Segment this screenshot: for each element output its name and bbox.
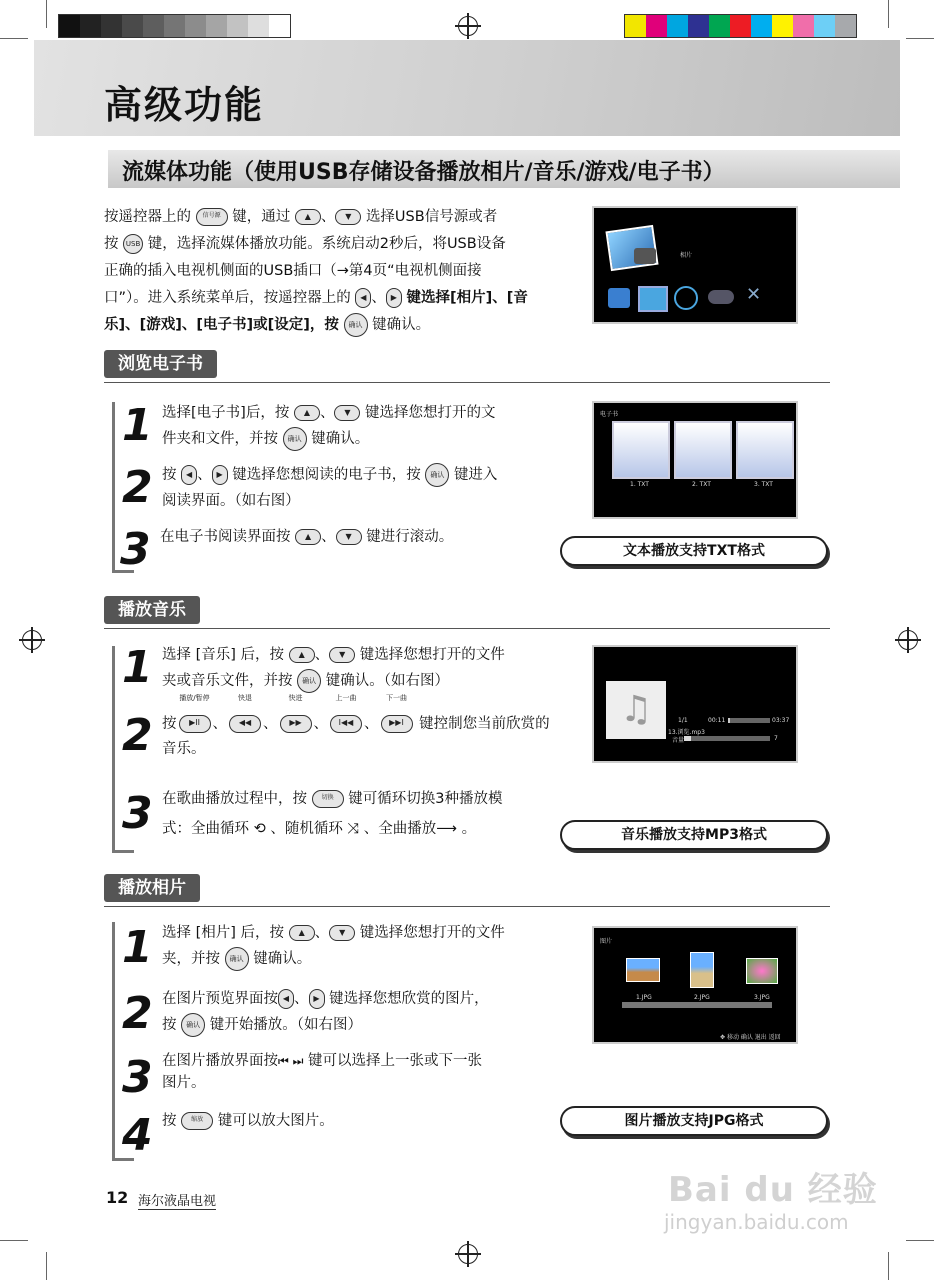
- repeat-all-icon: ⟲: [253, 821, 266, 837]
- navigate-icon: ✥: [720, 1034, 726, 1041]
- rewind-key-icon: [229, 694, 261, 742]
- gray-swatch: [59, 15, 80, 37]
- intro-line: [104, 231, 580, 258]
- progress-fill: [728, 718, 730, 723]
- text: 、: [212, 716, 227, 732]
- step-line: [162, 1050, 572, 1072]
- file-name: 1. TXT: [630, 481, 649, 488]
- step-line: [162, 920, 572, 946]
- ebook-screenshot: [592, 401, 798, 519]
- text: 。: [461, 821, 477, 837]
- text: 键选择您想阅读的电子书，按: [232, 467, 421, 483]
- step-line: 图片。: [162, 1075, 206, 1091]
- crop-mark: [888, 0, 889, 28]
- book-icon: [612, 421, 670, 479]
- text: 键确认。: [311, 431, 370, 447]
- key-caption: 快进: [288, 694, 303, 702]
- up-key-icon: ▲: [295, 209, 321, 225]
- color-swatch: [646, 15, 667, 37]
- key-caption: 上一曲: [335, 694, 357, 702]
- divider: [104, 906, 830, 907]
- step-line: [162, 786, 562, 812]
- text: 按: [162, 716, 177, 732]
- music-step-2: [162, 694, 582, 762]
- volume-bar: [684, 736, 770, 741]
- ok-key-icon: 确认: [297, 669, 321, 693]
- total-time: 03:37: [772, 717, 790, 724]
- text: 键选择您想打开的文: [365, 405, 496, 421]
- text: 、: [320, 209, 336, 225]
- ebook-step-2: [162, 462, 562, 514]
- process-color-bar: [624, 14, 857, 38]
- up-key-icon: ▲: [295, 529, 321, 545]
- key-glyph: ▶▶I: [381, 715, 413, 733]
- text: 、全曲播放: [363, 821, 437, 837]
- crop-mark: [0, 38, 28, 39]
- text: 、随机循环: [270, 821, 343, 837]
- txt-format-note: 文本播放支持TXT格式: [560, 536, 828, 566]
- jpg-format-note: 图片播放支持JPG格式: [560, 1106, 828, 1136]
- color-swatch: [793, 15, 814, 37]
- prev-next-keys-icon: ⏮ ⏭: [278, 1054, 304, 1068]
- text: 键进行滚动。: [366, 529, 454, 545]
- page-title: 高级功能: [104, 83, 265, 127]
- gray-swatch: [185, 15, 206, 37]
- ok-key-icon: 确认: [225, 947, 249, 971]
- gray-swatch: [164, 15, 185, 37]
- switch-key-icon: 切换: [312, 790, 344, 808]
- color-swatch: [772, 15, 793, 37]
- step-number: 4: [122, 1110, 153, 1161]
- elapsed-time: 00:11: [708, 717, 726, 724]
- key-caption: 快退: [238, 694, 252, 702]
- up-key-icon: ▲: [289, 647, 315, 663]
- section-title: 流媒体功能（使用USB存储设备播放相片/音乐/游戏/电子书）: [122, 160, 725, 185]
- right-key-icon: ▶: [309, 989, 325, 1009]
- ebook-step-1: [162, 400, 562, 452]
- text: 选择[电子书]后，按: [162, 405, 290, 421]
- up-key-icon: ▲: [294, 405, 320, 421]
- main-menu-screenshot: [592, 206, 798, 324]
- shuffle-icon: ⤨: [347, 821, 360, 837]
- watermark-url: jingyan.baidu.com: [664, 1210, 849, 1234]
- text: 件夹和文件，并按: [162, 431, 278, 447]
- text: 、: [313, 716, 328, 732]
- step-line: 音乐。: [162, 741, 206, 757]
- file-name: 3. TXT: [754, 481, 773, 488]
- text: 口”）。进入系统菜单后，按遥控器上的: [104, 290, 351, 306]
- photo-step-3: [162, 1050, 572, 1094]
- key-caption: 播放/暂停: [179, 694, 210, 702]
- gray-swatch: [269, 15, 290, 37]
- signal-source-key-icon: 信号源: [196, 208, 228, 226]
- menu-selected-label: 相片: [680, 252, 693, 259]
- photo-browser-screenshot: [592, 926, 798, 1044]
- photo-step-4: [162, 1108, 572, 1134]
- volume-value: 7: [774, 735, 778, 742]
- crop-mark: [906, 1240, 934, 1241]
- color-swatch: [625, 15, 646, 37]
- step-bar: [112, 922, 115, 1160]
- step-number: 1: [122, 400, 153, 451]
- step-bar-end: [112, 850, 134, 853]
- text: 在图片播放界面按: [162, 1053, 278, 1069]
- color-swatch: [751, 15, 772, 37]
- left-key-icon: ◀: [181, 465, 197, 485]
- intro-line: [104, 285, 580, 312]
- right-key-icon: ▶: [212, 465, 228, 485]
- key-glyph: ▶II: [179, 715, 211, 733]
- screen-title: 电子书: [600, 411, 619, 418]
- registration-mark-icon: [22, 630, 42, 650]
- divider: [104, 382, 830, 383]
- registration-mark-icon: [898, 630, 918, 650]
- step-line: [162, 986, 572, 1012]
- step-line: [162, 816, 562, 842]
- track-counter: 1/1: [678, 717, 688, 724]
- crop-mark: [906, 38, 934, 39]
- color-swatch: [667, 15, 688, 37]
- step-number: 2: [122, 988, 153, 1039]
- text: 、: [314, 647, 330, 663]
- text: 键可循环切换3种播放模: [348, 791, 503, 807]
- gray-swatch: [206, 15, 227, 37]
- registration-mark-icon: [458, 16, 478, 36]
- baidu-jingyan-logo: Bai du 经验: [668, 1170, 878, 1210]
- usb-key-icon: USB: [123, 234, 143, 254]
- text: 按: [162, 467, 177, 483]
- file-name: 13.浏览.mp3: [668, 729, 705, 736]
- step-line: [162, 946, 572, 972]
- next-track-key-icon: [381, 694, 413, 742]
- text: 在歌曲播放过程中，按: [162, 791, 307, 807]
- text: 按: [104, 236, 119, 252]
- color-swatch: [730, 15, 751, 37]
- step-line: [162, 462, 562, 488]
- text: 键确认。（如右图）: [325, 673, 449, 689]
- play-all-icon: ⟶: [436, 821, 457, 837]
- music-step-1: [162, 642, 572, 694]
- ebook-step-3: [160, 524, 560, 550]
- step-line: [162, 668, 572, 694]
- text: 乐]、[游戏]、[电子书]或[设定]，按: [104, 317, 339, 333]
- book-icon: [674, 421, 732, 479]
- photo-step-2: [162, 986, 572, 1038]
- intro-line: 正确的插入电视机侧面的USB插口（→第4页“电视机侧面接: [104, 263, 482, 279]
- game-menu-icon: [708, 290, 734, 304]
- right-key-icon: ▶: [386, 288, 402, 308]
- settings-menu-icon: ✕: [746, 284, 762, 305]
- camera-icon: [634, 248, 656, 264]
- step-line: [162, 1012, 572, 1038]
- play-pause-key-icon: [179, 694, 211, 742]
- text: 、: [314, 925, 330, 941]
- previous-track-key-icon: [330, 694, 362, 742]
- text: 选择 [音乐] 后，按: [162, 647, 285, 663]
- text: 键，选择流媒体播放功能。系统启动2秒后，将USB设备: [147, 236, 506, 252]
- text: 键可以选择上一张或下一张: [308, 1053, 483, 1069]
- text: 键可以放大图片。: [217, 1113, 334, 1129]
- text: 键选择您想打开的文件: [359, 925, 505, 941]
- text: 按遥控器上的: [104, 209, 191, 225]
- file-name: 3.JPG: [754, 994, 770, 1001]
- ebook-menu-icon: [674, 286, 698, 310]
- zoom-key-icon: 缩放: [181, 1112, 213, 1130]
- volume-fill: [684, 736, 691, 741]
- color-swatch: [835, 15, 856, 37]
- step-bar: [112, 402, 115, 572]
- text: 键进入: [453, 467, 498, 483]
- photo-step-1: [162, 920, 572, 972]
- down-key-icon: ▼: [329, 647, 355, 663]
- registration-mark-icon: [458, 1244, 478, 1264]
- tab-photo: 播放相片: [104, 874, 200, 902]
- music-step-3: [162, 786, 562, 842]
- scroll-bar: [622, 1002, 772, 1008]
- key-glyph: I◀◀: [330, 715, 362, 733]
- key-glyph: ▶▶: [280, 715, 312, 733]
- intro-line: [104, 312, 580, 339]
- crop-mark: [46, 1252, 47, 1280]
- page-number: 12: [106, 1188, 129, 1207]
- crop-mark: [888, 1252, 889, 1280]
- text: 键开始播放。（如右图）: [209, 1017, 362, 1033]
- progress-bar: [728, 718, 770, 723]
- text: 按: [162, 1017, 177, 1033]
- gray-swatch: [143, 15, 164, 37]
- text: 键控制您当前欣赏的: [414, 716, 550, 732]
- gray-swatch: [122, 15, 143, 37]
- step-bar: [112, 646, 115, 852]
- grayscale-color-bar: [58, 14, 291, 38]
- step-number: 2: [122, 462, 153, 513]
- key-glyph: ◀◀: [229, 715, 261, 733]
- text: 按: [162, 1113, 177, 1129]
- text: 键确认。: [253, 951, 312, 967]
- step-number: 3: [122, 788, 153, 839]
- music-player-screenshot: [592, 645, 798, 763]
- down-key-icon: ▼: [334, 405, 360, 421]
- text: 键，通过: [232, 209, 291, 225]
- photo-thumbnail: [746, 958, 778, 984]
- mp3-format-note: 音乐播放支持MP3格式: [560, 820, 828, 850]
- step-line: 阅读界面。（如右图）: [162, 493, 300, 509]
- text: 、: [321, 529, 336, 545]
- file-name: 2.JPG: [694, 994, 710, 1001]
- text: 键选择[相片]、[音: [406, 290, 528, 306]
- step-line: [162, 694, 582, 742]
- step-number: 3: [120, 524, 151, 575]
- footer-brand: 海尔液晶电视: [138, 1190, 216, 1210]
- gray-swatch: [248, 15, 269, 37]
- music-menu-icon: [608, 288, 630, 308]
- gray-swatch: [101, 15, 122, 37]
- photo-small-icon: [638, 286, 668, 312]
- gray-swatch: [227, 15, 248, 37]
- text: 、: [263, 716, 278, 732]
- intro-paragraph: [104, 204, 580, 339]
- text: 、: [364, 716, 379, 732]
- text: 夹，并按: [162, 951, 220, 967]
- text: 键选择您想欣赏的图片，: [329, 991, 489, 1007]
- down-key-icon: ▼: [336, 529, 362, 545]
- text: 选择USB信号源或者: [365, 209, 498, 225]
- step-line: [162, 400, 562, 426]
- text: 选择 [相片] 后，按: [162, 925, 285, 941]
- ok-key-icon: 确认: [344, 313, 368, 337]
- text: 、: [371, 290, 386, 306]
- fast-forward-key-icon: [280, 694, 312, 742]
- intro-line: [104, 204, 580, 231]
- text: 键选择您想打开的文件: [359, 647, 505, 663]
- file-name: 1.JPG: [636, 994, 652, 1001]
- color-swatch: [709, 15, 730, 37]
- step-number: 1: [122, 922, 153, 973]
- text: 夹或音乐文件，并按: [162, 673, 293, 689]
- text: 、: [294, 991, 309, 1007]
- color-swatch: [688, 15, 709, 37]
- down-key-icon: ▼: [335, 209, 361, 225]
- book-icon: [736, 421, 794, 479]
- ok-key-icon: 确认: [283, 427, 307, 451]
- color-swatch: [814, 15, 835, 37]
- key-caption: 下一曲: [386, 694, 407, 702]
- step-line: [162, 426, 562, 452]
- step-line: [162, 642, 572, 668]
- ok-key-icon: 确认: [425, 463, 449, 487]
- text: 、: [197, 467, 212, 483]
- volume-label: 音量: [672, 737, 685, 744]
- music-note-icon: ♫: [619, 689, 653, 730]
- text: 、: [319, 405, 335, 421]
- step-number: 1: [122, 642, 153, 693]
- step-number: 3: [122, 1052, 153, 1103]
- text: 在电子书阅读界面按: [160, 529, 291, 545]
- text: 键确认。: [372, 317, 431, 333]
- crop-mark: [46, 0, 47, 28]
- text: 式：全曲循环: [162, 821, 249, 837]
- photo-thumbnail: [690, 952, 714, 988]
- left-key-icon: ◀: [278, 989, 294, 1009]
- crop-mark: [0, 1240, 28, 1241]
- screen-footer: [720, 1032, 781, 1041]
- photo-thumbnail: [626, 958, 660, 982]
- step-number: 2: [122, 710, 153, 761]
- left-key-icon: ◀: [355, 288, 371, 308]
- screen-title: 图片: [600, 938, 613, 945]
- up-key-icon: ▲: [289, 925, 315, 941]
- divider: [104, 628, 830, 629]
- text: 移动 确认 退出 返回: [726, 1034, 781, 1041]
- text: 在图片预览界面按: [162, 991, 278, 1007]
- gray-swatch: [80, 15, 101, 37]
- file-name: 2. TXT: [692, 481, 711, 488]
- tab-ebook: 浏览电子书: [104, 350, 217, 378]
- ok-key-icon: 确认: [181, 1013, 205, 1037]
- down-key-icon: ▼: [329, 925, 355, 941]
- tab-music: 播放音乐: [104, 596, 200, 624]
